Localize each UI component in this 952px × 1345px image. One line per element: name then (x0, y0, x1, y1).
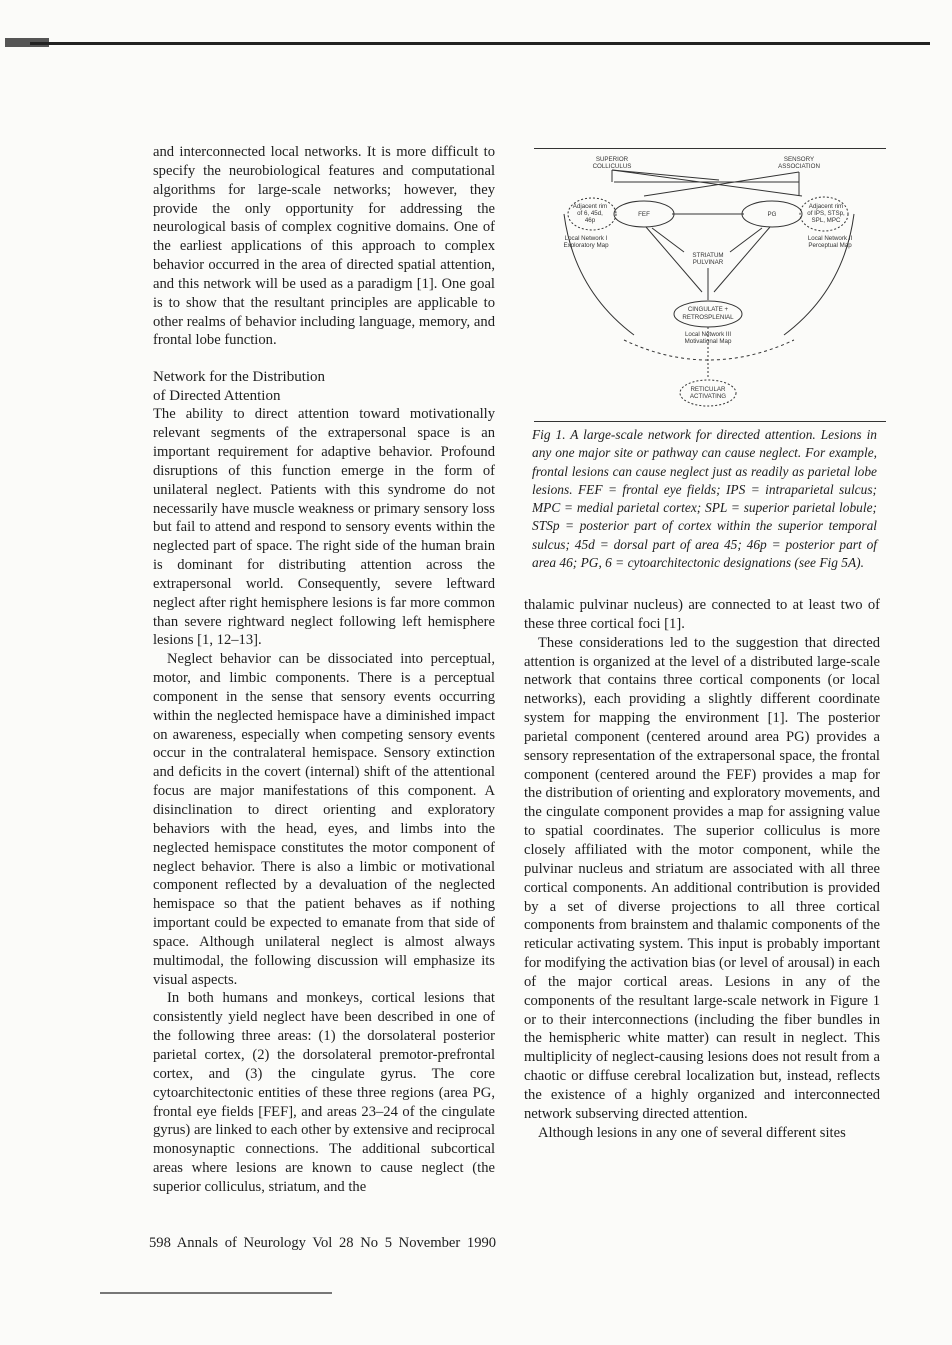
label-rim-left-3: 46p (584, 217, 596, 224)
label-rim-right-2: of IPS, STSp, (807, 210, 845, 217)
pg-to-striatum-line (730, 228, 762, 252)
footer-rule (100, 1292, 332, 1294)
left-column (153, 143, 495, 1197)
left-paragraph-4: In both humans and monkeys, cortical lesions that consistently yield neglect have been described in one of the following three areas: (1) the dorsolateral posterior parietal cortex, (2) the dorsolateral premotor-prefrontal cortex, and (3) the cingulate gyrus. The core cytoarchitectonic entities of these three regions (area PG, frontal eye fields [FEF], and areas 23–24 of the cingulate gyrus) are linked to each other by extensive and reciprocal monosynaptic connections. The additional subcortical areas where lesions are known to cause neglect (the superior colliculus, striatum, and the (153, 990, 495, 1195)
label-cingulate: CINGULATE + (687, 306, 729, 313)
section-heading-line-1: Network for the Distribution (153, 369, 326, 386)
left-outer-curve (564, 214, 634, 335)
label-network-2-line-2: Perceptual Map (808, 242, 852, 249)
left-paragraph-2: The ability to direct attention toward motivationally relevant segments of the extrapersonal space is an important requirement for adaptive behavior. Profound disruptions of this function emerge in the form of unilateral neglect. Patients with this syndrome do not necessarily have muscle weakness or primary sensory loss but fail to attend and respond to sensory events within the neglected part of space. The right side of the human brain is dominant for distributing attention across the extrapersonal world. Consequently, severe leftward neglect after right hemisphere lesions is far more common than severe rightward neglect following left hemisphere lesions [1, 12–13]. (153, 406, 495, 649)
label-network-1-line-1: Local Network I (564, 235, 608, 242)
right-paragraph-2: These considerations led to the suggestion that directed attention is organized at the level of a distributed large-scale network that contains three cortical components (or local networks), each providing a slightly different coordinate system for mapping the environment [1]. The posterior parietal component (centered around area PG) provides a sensory representation of the extrapersonal space, the frontal component (centered around the FEF) provides a map for the distribution of orienting and exploratory movements, and the cingulate component provides a map for assigning value to spatial coordinates. The superior colliculus is more closely affiliated with the motor component, while the pulvinar nucleus and striatum are associated with all three cortical components. An additional contribution is provided by a set of diverse projections to all three cortical components from brainstem and thalamic components of the reticular activating system. This input is probably important for modifying the activation bias (or level of arousal) in each of the major cortical areas. Lesions in any of the components of the resultant large-scale network in Figure 1 or to their interconnections (including the fiber bundles in the hemispheric white matter) can result in neglect. This multiplicity of neglect-causing lesions does not result from a chaotic or diffuse cerebral localization but, instead, reflects the existence of a highly organized and interconnected network subserving directed attention. (524, 634, 880, 1122)
figure-bottom-rule (534, 421, 886, 422)
header-rule (30, 42, 930, 45)
figure-1-diagram (534, 150, 886, 418)
label-retrosplenial: RETROSPLENIAL (682, 314, 734, 321)
label-rim-left-1: Adjacent rim (572, 203, 608, 210)
label-rim-left-2: of 6, 45d, (577, 210, 603, 217)
label-sensory: SENSORY (783, 156, 815, 163)
label-striatum: STRIATUM (692, 252, 724, 259)
label-pulvinar: PULVINAR (692, 259, 724, 266)
section-heading-line-2: of Directed Attention (153, 387, 281, 404)
label-colliculus: COLLICULUS (592, 163, 632, 170)
sc-to-pg-line (612, 170, 802, 196)
label-superior: SUPERIOR (595, 156, 629, 163)
label-network-2-line-1: Local Network II (807, 235, 853, 242)
label-reticular: RETICULAR (690, 386, 726, 393)
figure-top-rule (534, 148, 886, 149)
label-network-3-line-1: Local Network III (684, 331, 732, 338)
left-paragraph-1: and interconnected local networks. It is more difficult to specify the neurobiological features and computational algorithms for large-scale networks; however, they provide the only opportunity for addressing the neurological basis of complex cognitive domains. One of the earliest applications of this approach to complex behavior occurred in the area of directed spatial attention, and this network will be used as a paradigm [1]. One goal is to show that the resultant principles are applicable to other realms of behavior including language, memory, and frontal lobe function. (153, 144, 495, 349)
label-fef: FEF (638, 211, 650, 218)
right-paragraph-3: Although lesions in any one of several different sites (538, 1124, 846, 1141)
right-outer-curve (784, 214, 854, 335)
right-column (524, 596, 880, 1142)
label-pg: PG (767, 211, 777, 218)
section-heading (153, 368, 495, 405)
label-network-1-line-2: Exploratory Map (563, 242, 609, 249)
right-paragraph-1: thalamic pulvinar nucleus) are connected to at least two of these three cortical foci [1]. (524, 597, 880, 632)
network-diagram (534, 150, 886, 418)
left-paragraph-3: Neglect behavior can be dissociated into perceptual, motor, and limbic components. There is a perceptual component in the sense that sensory events occurring within the neglected hemispace have a diminished impact on awareness, especially when competing sensory events occur in the contralateral hemispace. Sensory extinction and deficits in the covert (internal) shift of the attentional focus are major manifestations of this component. A disinclination to direct orienting and exploratory behaviors with the head, eyes, and limbs into the neglected hemispace constitutes the motor component of neglect behavior. There is also a limbic or motivational component reflected by a devaluation of the neglected hemispace so that the patient behaves as if nothing important could be expected to emanate from that side of space. Although unilateral neglect is almost always multimodal, the following discussion will emphasize its visual aspects. (153, 651, 495, 988)
page-footer: 598 Annals of Neurology Vol 28 No 5 November 1990 (149, 1235, 497, 1251)
label-rim-right-3: SPL, MPC (811, 217, 841, 224)
label-association: ASSOCIATION (778, 163, 820, 170)
figure-caption: Fig 1. A large-scale network for directed attention. Lesions in any one major site or pathway can cause neglect. For example, frontal lesions can cause neglect just as readily as parietal lobe lesions. FEF = frontal eye fields; IPS = intraparietal sulcus; MPC = medial parietal cortex; SPL = superior parietal lobule; STSp = posterior part of cortex within the superior temporal sulcus; 45d = dorsal part of area 45; 46p = posterior part of area 46; PG, 6 = cytoarchitectonic designations (see Fig 5A). (532, 427, 877, 571)
sc-to-fef-line (612, 170, 719, 180)
label-activating: ACTIVATING (689, 393, 727, 400)
label-rim-right-1: Adjacent rim (808, 203, 844, 210)
label-network-3-line-2: Motivational Map (684, 338, 732, 345)
